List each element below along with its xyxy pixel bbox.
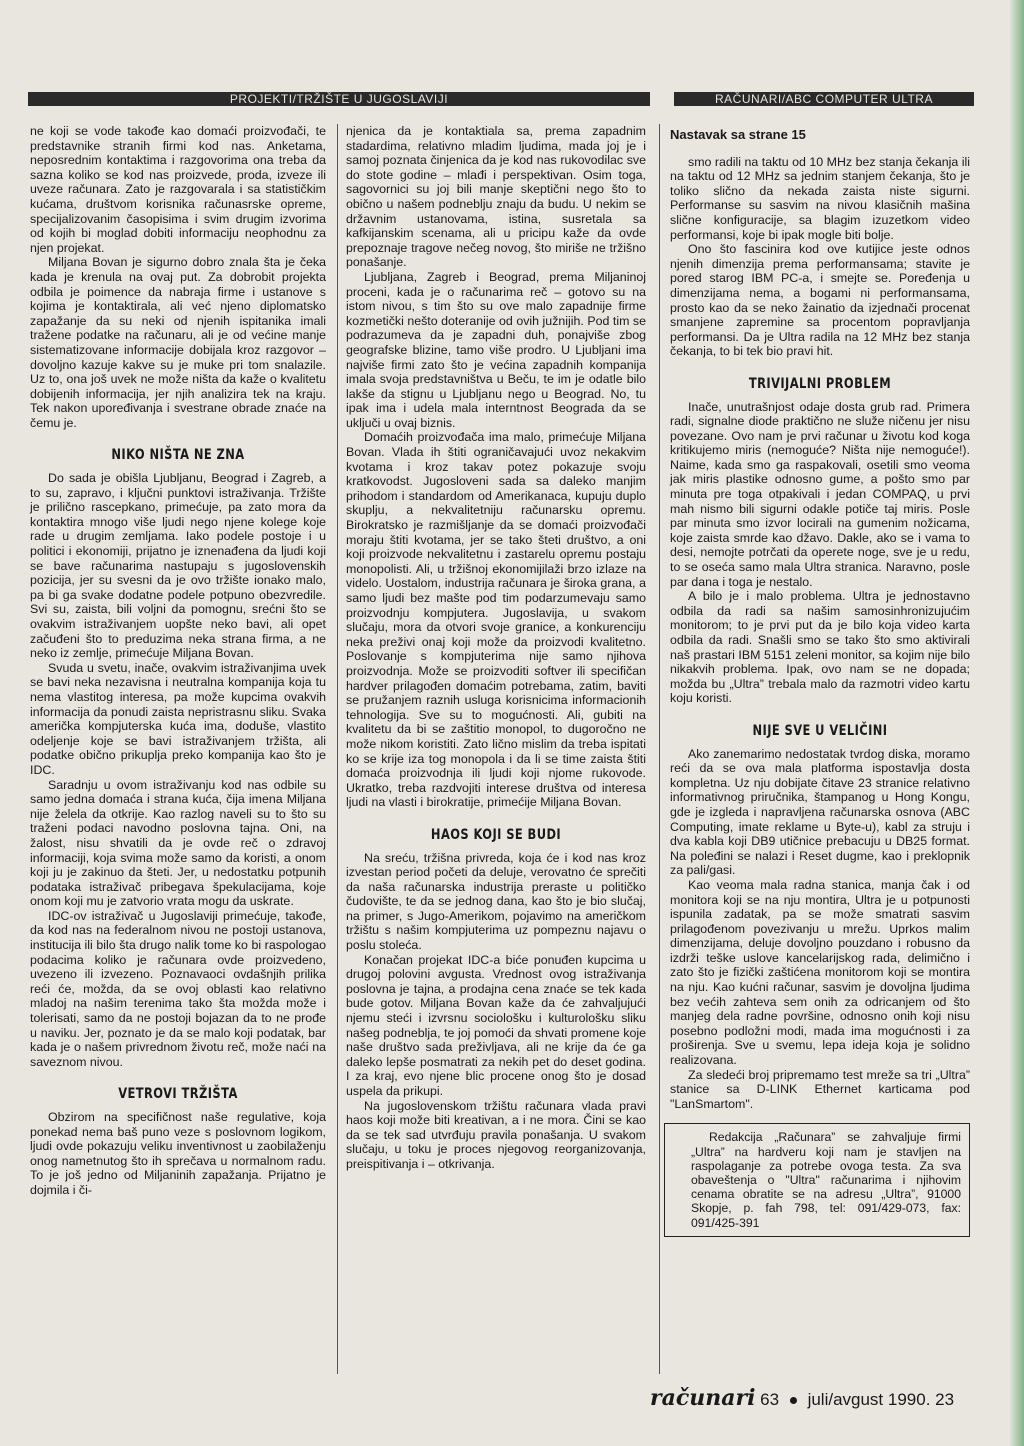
magazine-name: računari bbox=[650, 1385, 756, 1411]
section-header-left: PROJEKTI/TRŽIŠTE U JUGOSLAVIJI bbox=[28, 92, 650, 106]
subheading: HAOS KOJI SE BUDI bbox=[430, 826, 562, 843]
paragraph: Domaćih proizvođača ima malo, primećuje Miljana Bovan. Vlada ih štiti ograničavajući uvoz nekakvim kvotama i kroz takav potez pokazuje svoju kratkovodst. Jugosloveni sada sa daleko manjim prihodom i standardom od Amerikanaca, kupuju duplo skuplju, a nekvalitetniju računarsku opremu. Birokratsko je razmišljanje da se domaći proizvođači moraju štiti kvotama, jer se tako šteti društvo, a oni koji proizvode nekvalitetnu i zastarelu opremu postaju monopolisti. Ali, u tržišnoj ekonomijilaži brzo izlaze na videlo. Uostalom, industrija računara je široka grana, a samo ljudi bez mašte pod tim podarzumevaju samo proizvodnju kompjutera. Jugoslavija, u svakom slučaju, mora da otvori svoje granice, a konkurenciju neka preživi onaj koji može da proizvodi kvalitetno. Poslovanje s kompjuterima nije samo njihova proizvodnja. Može se proizvoditi softver ili specifičan hardver prilagođen domaćim potrebama, zatim, baviti se pružanjem raznih usluga korisnicima informacionih tehnologija. Sve su to mogućnosti. Ali, gubiti na kvalitetu da bi se zaštitio monopol, to dugoročno ne može nikom koristiti. Zato lično mislim da treba ispitati ko se krije iza tog monopola i da li se time zaista štiti domaća proizvodnja ili ljudi koji njome rukovode. Ukratko, treba razdvojiti interese društva od interesa ljudi na vlasti i birokratije, primećije Miljana Bovan. bbox=[346, 430, 646, 810]
paragraph: Konačan projekat IDC-a biće ponuđen kupcima u drugoj polovini avgusta. Vrednost ovog istraživanja poslovna je tajna, a prodajna cena znaće se tek kada bude gotov. Miljana Bovan kaže da će zahvaljujući njemu steći i izvrsnu sociološku i kulturološku sliku našeg podneblja, te joj pomoći da shvati promene koje naše društvo sada preživljava, ali ne krije da će ga daleko lepše posmatrati za nekih pet do deset godina. I za kraj, evo njene blic procene onog što je dosad uspela da prikupi. bbox=[346, 952, 646, 1098]
paragraph: Ono što fascinira kod ove kutijice jeste odnos njenih dimenzija prema performansama; stavite je pored starog IBM PC-a, i smejte se. Poređenja u dimenzijama nema, a bogami ni performansama, prosto kao da se neko žainatio da izjednači procenat smanjene zapremine sa procentom popravljanja performansi. Da je Ultra radila na 12 MHz bez stanja čekanja, to bi tek bio pravi hit. bbox=[670, 242, 970, 359]
subheading: TRIVIJALNI PROBLEM bbox=[748, 375, 892, 392]
paragraph: Kao veoma mala radna stanica, manja čak i od monitora koji se na nju montira, Ultra je u potpunosti ispunila zadatak, pa se može smatrati sasvim prilagođenom povezivanju u mrežu. Uprkos malim dimenzijama, deluje dovoljno pouzdano i robusno da izdrži teške uslove kancelarijskog rada, delimično i zato što je fizički zaštićena monitorom koji se montira na nju. Kao kućni računar, sasvim je dovoljna ljudima bez većih zahteva sem onih za odricanjem od što manjeg dela radne površine, odnosno onih koji nisu posebno podložni modi, mada ima mogućnosti i za proširenja. Sve u svemu, lepa ideja koja je solidno realizovana. bbox=[670, 877, 970, 1068]
subheading: NIKO NIŠTA NE ZNA bbox=[111, 447, 245, 464]
article-column-3 bbox=[670, 124, 970, 1237]
issue-info: juli/avgust 1990. 23 bbox=[807, 1390, 955, 1409]
section-header-right: RAČUNARI/ABC COMPUTER ULTRA bbox=[674, 92, 974, 106]
acknowledgement-box bbox=[664, 1123, 970, 1236]
subheading: NIJE SVE U VELIČINI bbox=[752, 722, 888, 739]
subheading: VETROVI TRŽIŠTA bbox=[118, 1086, 238, 1103]
paragraph: Ljubljana, Zagreb i Beograd, prema Miljaninoj proceni, kada je o računarima reč – gotovo su na istom nivou, s tim što su ove malo zapadnije firme kozmetički nešto doteranije od ovih južnijih. Pod tim se podrazumeva da je zapadni duh, ponajviše zbog geografske blizine, tamo više prodro. U Ljubljani ima najviše firmi zato što je većina zapadnih kompanija imala svoja predstavništva u Beču, te im je odatle bilo lakše da stignu u Ljubljanu nego u Beograd. No, tu ipak ima i udela mala interntnost Beograda da se uključi u ovaj biznis. bbox=[346, 269, 646, 430]
bullet-icon bbox=[790, 1397, 797, 1404]
paragraph: njenica da je kontaktiala sa, prema zapadnim stadardima, relativno mladim ljudima, mada joj je i samoj poznata činjenica da je kod nas rukovodilac sve do stote godine – mlađi i perspektivan. Osim toga, sagovornici su joj bili manje skeptični nego što to obično u našem podneblju znaju da budu. U nekim se državnim ustanovama, istina, susretala sa kafkijanskim scenama, ali u pricipu kaže da ovde prepoznaje tragove nečeg novog, što miriše ne tržišno ponašanje. bbox=[346, 124, 646, 270]
paragraph: Ako zanemarimo nedostatak tvrdog diska, moramo reći da se ova mala platforma ispostavlja dosta kompletna. Uz nju dobijate čitave 23 stranice relativno informativnog priručnika, štampanog u Hong Kongu, gde je izgleda i napravljena računarska osnova (ABC Computing, imate reklame u Byte-u), kabl za struju i dva kabla koji DB9 utičnice prebacuju u DB25 format. Na poleđini se nalazi i Reset dugme, kao i preklopnik za pali/gasi. bbox=[670, 746, 970, 878]
page-edge bbox=[1010, 0, 1024, 1446]
paragraph: Obzirom na specifičnost naše regulative, koja ponekad nema baš puno veze s poslovnom logikom, ljudi ovde pokazuju veliku inventivnost u zaobilaženju onog nametnutog što ih sprečava u normalnom radu. To je još jedno od Miljaninih zapažanja. Prijatno je dojmila i či- bbox=[30, 1110, 326, 1197]
paragraph: Svuda u svetu, inače, ovakvim istraživanjima uvek se bavi neka nezavisna i neutralna kompanija koja tu nema vlastitog interesa, pa može kupcima ovakvih informacija da ponudi zaista nepristrasnu sliku. Svaka američka kompjuterska kuća ima, doduše, vlastito odeljenje koje se bavi istraživanjem tržišta, ali podatke obično prikuplja preko kompanija kao što je IDC. bbox=[30, 660, 326, 777]
column-divider bbox=[337, 124, 338, 1374]
paragraph: Do sada je obišla Ljubljanu, Beograd i Zagreb, a to su, zapravo, i ključni punktovi istraživanja. Tržište je prilično rascepkano, primećuje, pa zato mora da kontaktira mnogo više ljudi nego njene kolege koje rade u drugim zemljama. Iako podele postoje i u politici i ekonomiji, prijatno je iznenađena da ljudi koji se bave računarima nastupaju s jugoslovenskih pozicija, jer su svesni da je ovo tržište ionako malo, pa bi ga svake dodatne podele potpuno obezvredile. Svi su, zaista, bili voljni da pomognu, srećni što se ovakvim istraživanjem uopšte neko bavi, ali opet začuđeni što to preduzima neka strana firma, a ne neko iz zemlje, primećuje Miljana Bovan. bbox=[30, 471, 326, 661]
article-column-2 bbox=[346, 124, 646, 1172]
paragraph: Miljana Bovan je sigurno dobro znala šta je čeka kada je krenula na ovaj put. Za dobrobit projekta odbila je poimence da nabraja firme i ustanove s kojima je kontaktirala, ali već njeno diplomatsko zapažanje da su neki od njenih ispitanika imali tražene podatke na računaru, ali je od većine manje sistematizovane informacije dobijala kroz razgovor – dovoljno kazuje kakve su je muke pri tom snalazile. Uz to, ona još uvek ne može ništa da kaže o kvalitetu dobijenih informacija, jer njih analizira tek na kraju. Tek nakon upoređivanja i svestrane obrade znaće na čemu je. bbox=[30, 255, 326, 430]
paragraph: IDC-ov istraživač u Jugoslaviji primećuje, takođe, da kod nas na federalnom nivou ne postoji ustanova, institucija ili bilo šta drugo nalik tome ko bi raspologao podacima koliko je računara ovde proizvedeno, uvezeno ili izvezeno. Poznavaoci ovdašnjih prilika reći će, možda, da se ovoj oblasti kao relativno mladoj na našim terenima tako šta možda može i tolerisati, samo da ne postoji bojazan da to ne prođe u naviku. Jer, poznato je da se malo koji podatak, bar kada je o našem privrednom životu reč, može naći na saveznom nivou. bbox=[30, 908, 326, 1069]
paragraph: A bilo je i malo problema. Ultra je jednostavno odbila da radi sa našim samosinhronizujućim monitorom; to je prvi put da je bilo koja video karta odbila da radi. Snašli smo se tako što smo aktivirali naš prastari IBM 5151 zeleni monitor, sa kojim nije bilo nikakvih problema. Ipak, ovo nam se ne dopada; možda bu „Ultra” trebala malo da razmotri video kartu koju koristi. bbox=[670, 589, 970, 706]
paragraph: Za sledeći broj pripremamo test mreže sa tri „Ultra” stanice sa D-LINK Ethernet karticama pod "LanSmartom". bbox=[670, 1067, 970, 1111]
paragraph: smo radili na taktu od 10 MHz bez stanja čekanja ili na taktu od 12 MHz sa jednim stanjem čekanja, što je toliko slično da nekada zaista niste sigurni. Performanse su sasvim na nivou klasičnih mašina slične konfiguracije, sa blagim izuzetkom video performansi, koje bi ipak mogle biti bolje. bbox=[670, 154, 970, 242]
page-footer bbox=[650, 1383, 980, 1413]
paragraph: Na sreću, tržišna privreda, koja će i kod nas kroz izvestan period početi da deluje, verovatno će sprečiti da naša računarska industrija preraste u političko čudovište, te da se jednog dana, kao što je bio slučaj, na primer, s Jugo-Amerikom, pojavimo na američkom tržištu s našim kompjuterima uz pompeznu najavu o poslu stoleća. bbox=[346, 850, 646, 953]
paragraph: Saradnju u ovom istraživanju kod nas odbile su samo jedna domaća i strana kuća, čija imena Miljana nije želela da otkrije. Kao razlog naveli su to što su traženi podaci navodno poslovna tajna. Oni, na žalost, nisu shvatili da je ovde reč o zdravoj informaciji, koja svima može samo da koristi, a onom koji ju je zakinuo da šteti. Jer, u nedostatku potpunih podataka istraživač pribegava špekulacijama, koje onom koji mu je zatvorio vrata mogu da uskrate. bbox=[30, 777, 326, 909]
continuation-note: Nastavak sa strane 15 bbox=[670, 127, 806, 142]
acknowledgement-text: Redakcija „Računara” se zahvaljuje firmi „Ultra” na hardveru koji nam je stavljen na raspolaganje za potrebe ovoga testa. Za sva obaveštenja o "Ultra" računarima i njihovim cenama obratite se na adresu „Ultra”, 91000 Skopje, p. fah 798, tel: 091/429-073, fax: 091/425-391 bbox=[691, 1130, 961, 1230]
paragraph: Inače, unutrašnjost odaje dosta grub rad. Primera radi, signalne diode praktično ne služe ničenu jer nisu povezane. Ovo nam je prvi računar u životu kod koga kritikujemo miris (nemoguće? Ništa nije nemoguće!). Naime, kada smo ga raspakovali, osetili smo veoma jak miris plastike odnosno gume, a pošto smo par minuta pre toga otpakivali i jedan COMPAQ, u prvi mah nismo bili sigurni odakle potiče taj miris. Posle par minuta smo izvor locirali na gumenim nožicama, koje zaista smrde kao džavo. Dakle, ako se i vama to desi, nemojte potrčati da operete noge, sve je u redu, to se oseća samo mala Ultra stranica. Naravno, posle par dana i toga je nestalo. bbox=[670, 399, 970, 589]
page-number: 63 bbox=[760, 1390, 780, 1409]
paragraph: Na jugoslovenskom tržištu računara vlada pravi haos koji može biti kreativan, a i ne mora. Čini se kao da se tek sad utvrđuju pravila ponašanja. U svakom slučaju, u toku je proces njegovog reorganizovanja, preispitivanja i – otkrivanja. bbox=[346, 1098, 646, 1171]
paragraph: ne koji se vode takođe kao domaći proizvođači, te predstavnike stranih firmi kod nas. Anketama, neposrednim kontaktima i razgovorima ona treba da sazna koliko se kod nas proizvede, proda, izveze ili uveze računara. Zato je razgovarala i sa statističkim kućama, društvom korisnika računasrske opreme, specijalizovanim časopisima i svim drugim izvorima od kojih bi moglad dobiti informaciju neophodnu za njen projekat. bbox=[30, 124, 326, 255]
article-column-1 bbox=[30, 124, 326, 1198]
column-divider bbox=[659, 124, 660, 1374]
